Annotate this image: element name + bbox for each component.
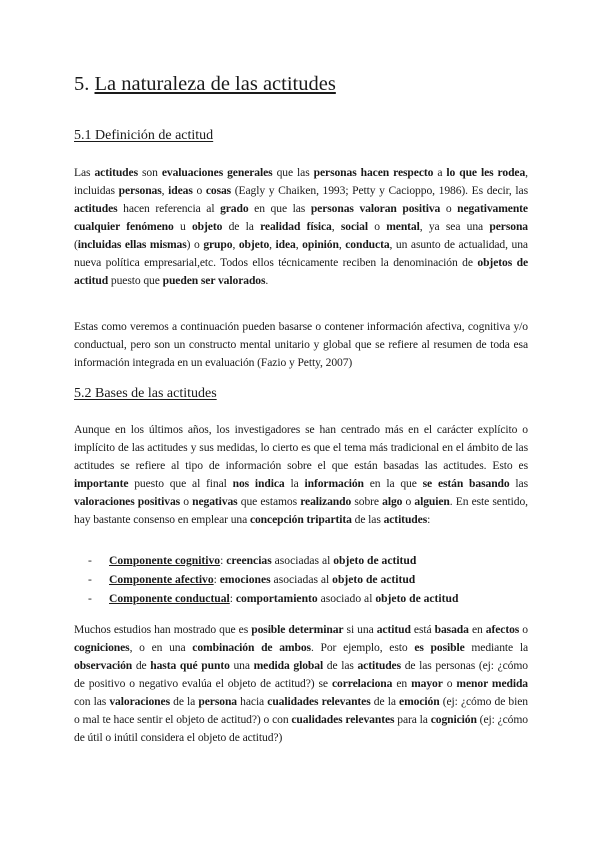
bold-term: correlaciona: [331, 677, 393, 690]
text-run: en la que: [363, 477, 423, 490]
text-run: mediante la: [464, 641, 528, 654]
text-run: que las: [272, 166, 314, 179]
page-title: [74, 72, 336, 97]
bold-term: personas hacen respecto: [313, 166, 434, 179]
component-desc: creencias: [226, 554, 272, 567]
title-text: La naturaleza de las actitudes: [94, 73, 336, 95]
bold-term: actitudes: [74, 202, 118, 215]
bold-term: cogniciones: [74, 641, 130, 654]
text-run: de: [132, 659, 151, 672]
text-run: ,: [295, 238, 303, 251]
component-list: [74, 551, 528, 608]
bold-term: algo: [382, 495, 403, 508]
bold-term: cualidades relevantes: [267, 695, 371, 708]
bold-term: actitudes: [94, 166, 138, 179]
component-term: Componente afectivo: [109, 573, 214, 586]
text-run: para la: [394, 713, 431, 726]
text-run: u: [173, 220, 192, 233]
bold-term: personas valoran positiva: [310, 202, 441, 215]
text-run: sobre: [351, 495, 383, 508]
text-run: o: [519, 623, 528, 636]
bold-term: observación: [74, 659, 133, 672]
text-run: hacen referencia al: [117, 202, 221, 215]
text-run: son: [138, 166, 162, 179]
paragraph-bases: [74, 421, 528, 529]
text-run: en que las: [248, 202, 311, 215]
text-run: en: [468, 623, 486, 636]
text-run: . Por ejemplo, esto: [310, 641, 415, 654]
bold-term: persona: [489, 220, 528, 233]
bold-term: evaluaciones generales: [161, 166, 273, 179]
text-run: hacia: [236, 695, 268, 708]
text-run: :: [427, 513, 431, 526]
section-heading-text: 5.2 Bases de las actitudes: [74, 386, 217, 401]
bold-term: ideas: [168, 184, 193, 197]
bold-term: negativamente cualquier fenómeno: [74, 202, 528, 233]
bold-term: menor medida: [456, 677, 529, 690]
bold-term: cosas: [205, 184, 232, 197]
text-run: ,: [338, 238, 346, 251]
text-run: o: [402, 495, 415, 508]
text-run: la: [284, 477, 305, 490]
text-run: , ya sea una: [419, 220, 490, 233]
bold-term: objeto: [191, 220, 223, 233]
bold-term: mayor: [411, 677, 443, 690]
paragraph-estudios: [74, 621, 528, 747]
text-run: a: [433, 166, 447, 179]
bold-term: grupo: [203, 238, 233, 251]
bold-term: actitudes: [383, 513, 428, 526]
text-run: ,: [269, 238, 276, 251]
text-run: o: [180, 495, 193, 508]
list-item: - Componente conductual: comportamiento asociado al objeto de actitud: [74, 589, 528, 608]
text-run: o: [367, 220, 387, 233]
bold-term: basada: [434, 623, 469, 636]
bold-term: combinación de ambos: [192, 641, 311, 654]
text-run: , o en una: [129, 641, 193, 654]
paragraph-bases-informacion: [74, 318, 528, 372]
bold-term: valoraciones: [109, 695, 170, 708]
list-item: - Componente afectivo: emociones asociadas al objeto de actitud: [74, 570, 528, 589]
bold-term: objetos de actitud: [74, 256, 528, 287]
bold-term: información: [304, 477, 364, 490]
text-run: o: [192, 184, 206, 197]
bold-term: conducta: [345, 238, 390, 251]
bold-term: idea: [275, 238, 296, 251]
text-run: de la: [222, 220, 261, 233]
bullet-dash: -: [88, 573, 92, 586]
bold-term: cognición: [430, 713, 477, 726]
bold-term: se están basando: [422, 477, 510, 490]
bold-term: posible determinar: [251, 623, 344, 636]
text-run: de las: [323, 659, 358, 672]
bold-term: mental: [386, 220, 420, 233]
text-run: con las: [74, 695, 110, 708]
component-desc: comportamiento: [235, 592, 318, 605]
text-run: , incluidas: [74, 166, 528, 197]
text-run: (Eagly y Chaiken, 1993; Petty y Cacioppo, 1986). Es decir, las: [231, 184, 528, 197]
text-run: si una: [343, 623, 377, 636]
section-heading-text: 5.1 Definición de actitud: [74, 128, 214, 143]
component-term: Componente conductual: [109, 592, 230, 605]
text-run: una: [229, 659, 254, 672]
text-run: (ej: ¿cómo de útil o inútil considera el objeto de actitud?): [74, 713, 528, 744]
bullet-dash: -: [88, 554, 92, 567]
text-run: o: [442, 677, 457, 690]
text-run: las: [509, 477, 529, 490]
text-run: Muchos estudios han mostrado que es: [74, 623, 252, 636]
text-run: que estamos: [237, 495, 301, 508]
component-term: Componente cognitivo: [109, 554, 221, 567]
bold-term: importante: [74, 477, 129, 490]
bold-term: negativas: [192, 495, 238, 508]
text-run: de las: [351, 513, 384, 526]
text-run: (: [74, 238, 78, 251]
bold-term: personas: [118, 184, 162, 197]
text-run: Aunque en los últimos años, los investigadores se han centrado más en el carácter explícito o implícito de las actitudes y sus medidas, lo cierto es que el tema más tradicional en el ámbito de las actitudes se refiere al tipo de información sobre el que están basadas las actitudes. Esto es: [74, 423, 528, 472]
bold-term: pueden ser valorados: [162, 274, 266, 287]
bold-term: valoraciones positivas: [74, 495, 181, 508]
text-run: . En este sentido, hay bastante consenso en emplear una: [74, 495, 528, 526]
section-heading-bases: [74, 386, 217, 403]
bold-term: objeto: [238, 238, 270, 251]
bold-term: hasta qué punto: [150, 659, 230, 672]
title-number: 5.: [74, 73, 95, 95]
bold-term: grado: [220, 202, 249, 215]
bullet-dash: -: [88, 592, 92, 605]
text-run: ,: [331, 220, 341, 233]
bold-term: realizando: [300, 495, 352, 508]
component-desc: emociones: [219, 573, 271, 586]
bold-term: opinión: [302, 238, 339, 251]
bold-term: concepción tripartita: [249, 513, 352, 526]
text-run: o: [440, 202, 458, 215]
bold-term: incluidas ellas mismas: [77, 238, 187, 251]
text-run: de las personas (ej: ¿cómo de positivo o negativo evalúa el objeto de actitud?) se: [74, 659, 528, 690]
list-item: - Componente cognitivo: creencias asociadas al objeto de actitud: [74, 551, 528, 570]
text-run: en: [392, 677, 412, 690]
text-run: está: [410, 623, 435, 636]
text-run: ) o: [186, 238, 204, 251]
bold-term: alguien: [414, 495, 450, 508]
bold-term: persona: [198, 695, 237, 708]
text-run: Las: [74, 166, 95, 179]
bold-term: nos indica: [232, 477, 285, 490]
text-run: de la: [370, 695, 400, 708]
text-run: Estas como veremos a continuación pueden basarse o contener información afectiva, cognitiva y/o conductual, pero son un constructo mental unitario y global que se refiere al resumen de toda esa información integrada en un evaluación (Fazio y Petty, 2007): [74, 320, 528, 369]
bold-term: afectos: [485, 623, 520, 636]
text-run: puesto que: [108, 274, 163, 287]
bold-term: cualidades relevantes: [291, 713, 395, 726]
bold-term: actitudes: [357, 659, 402, 672]
bold-term: emoción: [399, 695, 440, 708]
bold-term: realidad física: [260, 220, 332, 233]
paragraph-definicion: [74, 164, 528, 290]
text-run: .: [265, 274, 269, 287]
text-run: ,: [232, 238, 239, 251]
section-heading-definicion: [74, 128, 213, 145]
text-run: ,: [161, 184, 169, 197]
bold-term: social: [340, 220, 368, 233]
text-run: , un asunto de actualidad, una nueva política empresarial,etc. Todos ellos técnicamente reciben la denominación de: [74, 238, 528, 269]
text-run: puesto que al final: [128, 477, 233, 490]
text-run: de la: [169, 695, 199, 708]
bold-term: lo que les rodea: [446, 166, 526, 179]
bold-term: medida global: [253, 659, 324, 672]
bold-term: actitud: [376, 623, 411, 636]
bold-term: es posible: [414, 641, 465, 654]
text-run: (ej: ¿cómo de bien o mal te hace sentir el objeto de actitud?) o con: [74, 695, 528, 726]
